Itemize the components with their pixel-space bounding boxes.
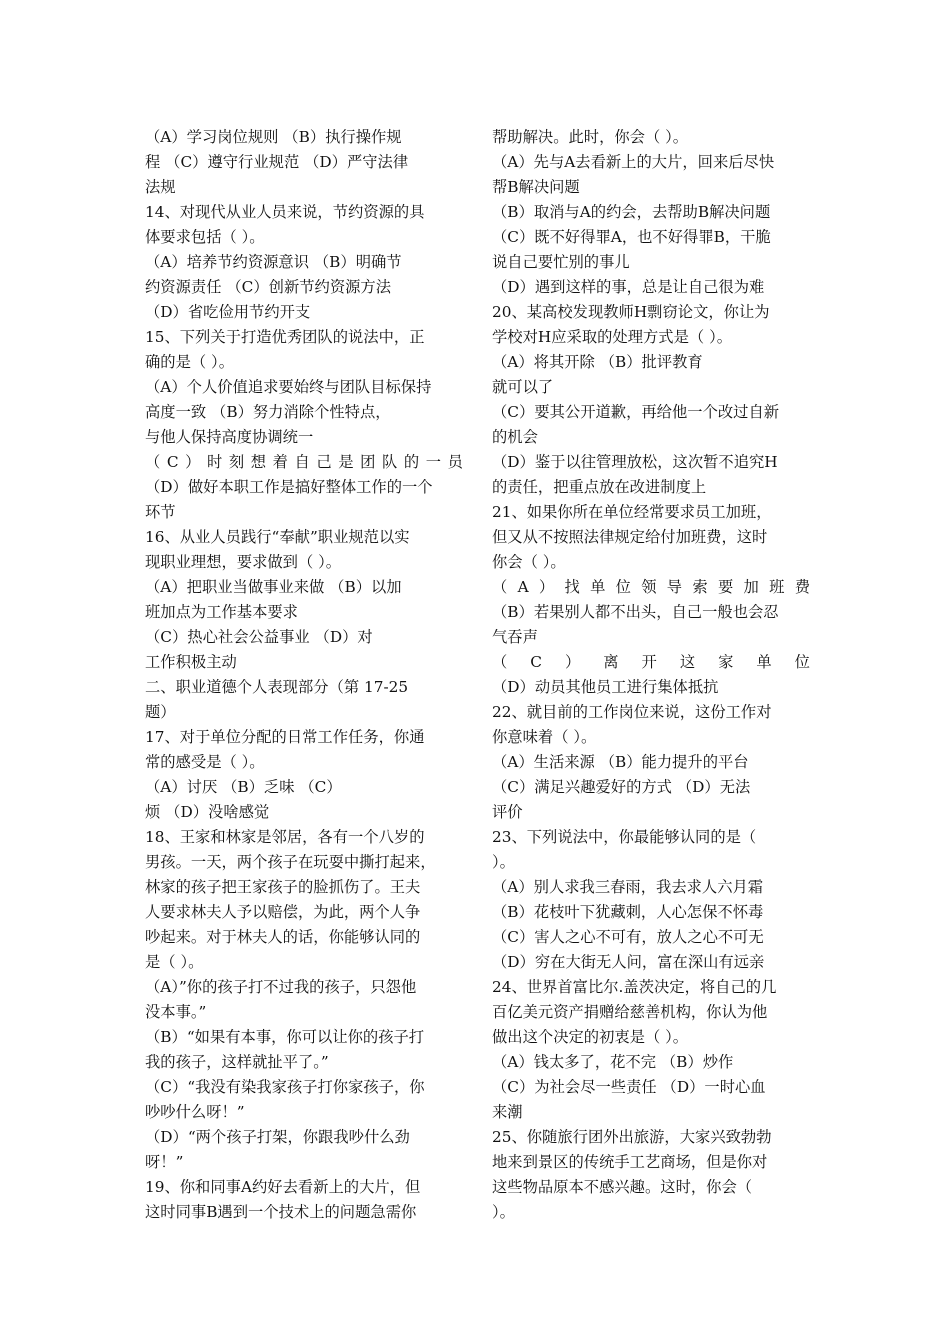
left-line-9: 15、下列关于打造优秀团队的说法中，正: [145, 328, 425, 346]
right-line-19-glyph: A: [517, 578, 529, 596]
left-line-11: （A）个人价值追求要始终与团队目标保持: [145, 378, 432, 396]
right-line-19-glyph: 位: [615, 578, 631, 596]
right-line-39: （C）为社会尽一些责任 （D）一时心血: [492, 1078, 766, 1096]
left-line-14-glyph: 己: [316, 453, 332, 471]
right-line-24: 22、就目前的工作岗位来说，这份工作对: [492, 703, 772, 721]
right-line-22-glyph: 家: [718, 653, 734, 671]
left-line-14-glyph: 队: [382, 453, 398, 471]
right-line-29: 23、下列说法中，你最能够认同的是（: [492, 828, 757, 846]
left-line-13: 与他人保持高度协调统一: [145, 428, 314, 446]
right-line-38: （A）钱太多了，花不完 （B）炒作: [492, 1053, 734, 1071]
left-line-14-glyph: 的: [403, 453, 420, 471]
right-line-32: （B）花枝叶下犹藏刺，人心怎保不怀毒: [492, 903, 764, 921]
left-line-36: 没本事。”: [145, 1003, 207, 1021]
right-line-19-glyph: 加: [743, 578, 759, 596]
right-line-19-glyph: 要: [717, 578, 734, 596]
right-line-37: 做出这个决定的初衷是（ ）。: [492, 1028, 689, 1046]
right-line-40: 来潮: [492, 1103, 523, 1121]
right-line-20: （B）若果别人都不出头，自己一般也会忍: [492, 603, 779, 621]
right-line-31: （A）别人求我三春雨，我去求人六月霜: [492, 878, 764, 896]
right-line-30: ）。: [492, 853, 515, 871]
right-line-22-glyph: 这: [679, 653, 696, 671]
left-line-14-glyph: 自: [294, 453, 310, 471]
left-line-5: 体要求包括（ ）。: [145, 228, 265, 246]
right-line-11: 就可以了: [492, 378, 554, 396]
right-line-17: 但又从不按照法律规定给付加班费，这时: [492, 528, 768, 546]
left-line-32: 人要求林夫人予以赔偿，为此，两个人争: [145, 903, 421, 921]
left-column: [145, 125, 463, 1225]
right-line-19-glyph: 找: [564, 578, 580, 596]
left-line-38: 我的孩子，这样就扯平了。”: [145, 1053, 329, 1071]
right-line-25: 你意味着（ ）。: [492, 728, 597, 746]
right-line-27: （C）满足兴趣爱好的方式 （D）无法: [492, 778, 751, 796]
right-line-3: 帮B解决问题: [492, 178, 580, 196]
right-line-19-glyph: （: [492, 578, 508, 596]
right-line-6: 说自己要忙别的事儿: [492, 253, 630, 271]
right-line-22-glyph: 单: [756, 653, 772, 671]
right-line-19-glyph: 导: [666, 578, 683, 596]
right-line-21: 气吞声: [492, 628, 538, 646]
right-line-22-glyph: （: [492, 653, 508, 671]
right-line-19-glyph: 单: [590, 578, 606, 596]
right-line-19-glyph: 索: [692, 578, 708, 596]
left-line-44: 这时同事B遇到一个技术上的问题急需你: [145, 1203, 417, 1221]
right-line-1: 帮助解决。此时，你会（ ）。: [492, 128, 689, 146]
right-line-22-glyph: ）: [564, 653, 581, 671]
right-line-2: （A）先与A去看新上的大片，回来后尽快: [492, 153, 775, 171]
right-line-5: （C）既不好得罪A，也不好得罪B，干脆: [492, 228, 771, 246]
right-line-34: （D）穷在大街无人问，富在深山有远亲: [492, 953, 765, 971]
right-line-36: 百亿美元资产捐赠给慈善机构，你认为他: [492, 1003, 768, 1021]
right-line-19-glyph: 领: [641, 578, 657, 596]
left-line-25: 17、对于单位分配的日常工作任务，你通: [145, 728, 425, 746]
left-line-19: （A）把职业当做事业来做 （B）以加: [145, 578, 402, 596]
left-line-14-glyph: 刻: [228, 453, 245, 471]
left-line-20: 班加点为工作基本要求: [145, 603, 298, 621]
right-line-7: （D）遇到这样的事，总是让自己很为难: [492, 278, 765, 296]
left-line-42: 呀！”: [145, 1153, 184, 1171]
left-line-14-glyph: 着: [272, 453, 288, 471]
left-line-27: （A）讨厌 （B）乏味 （C）: [145, 778, 342, 796]
left-line-30: 男孩。一天，两个孩子在玩耍中撕打起来，: [145, 853, 436, 871]
right-line-35: 24、世界首富比尔.盖茨决定，将自己的几: [492, 978, 777, 996]
right-line-8: 20、某高校发现教师H剽窃论文，你让为: [492, 303, 770, 321]
left-line-29: 18、王家和林家是邻居，各有一个八岁的: [145, 828, 425, 846]
right-line-22-glyph: 位: [794, 653, 810, 671]
right-line-26: （A）生活来源 （B）能力提升的平台: [492, 753, 749, 771]
left-line-14-glyph: 是: [338, 453, 354, 471]
right-line-19: [492, 575, 810, 600]
left-line-3: 法规: [145, 178, 176, 196]
right-line-14: （D）鉴于以往管理放松，这次暂不追究H: [492, 453, 778, 471]
left-line-21: （C）热心社会公益事业 （D）对: [145, 628, 373, 646]
left-line-15: （D）做好本职工作是搞好整体工作的一个: [145, 478, 433, 496]
left-line-43: 19、你和同事A约好去看新上的大片，但: [145, 1178, 421, 1196]
left-line-1: （A）学习岗位规则 （B）执行操作规: [145, 128, 402, 146]
left-line-40: 吵吵什么呀！”: [145, 1103, 245, 1121]
left-line-17: 16、从业人员践行“奉献”职业规范以实: [145, 528, 410, 546]
left-line-34: 是（ ）。: [145, 953, 204, 971]
right-line-22-glyph: 离: [603, 653, 619, 671]
right-line-22: [492, 650, 810, 675]
right-line-19-glyph: 班: [769, 578, 785, 596]
right-line-41: 25、你随旅行团外出旅游，大家兴致勃勃: [492, 1128, 772, 1146]
right-line-44: ）。: [492, 1203, 515, 1221]
right-line-42: 地来到景区的传统手工艺商场，但是你对: [492, 1153, 768, 1171]
left-line-14-glyph: 团: [360, 453, 376, 471]
right-line-13: 的机会: [492, 428, 538, 446]
left-line-26: 常的感受是（ ）。: [145, 753, 265, 771]
left-line-35: （A）”你的孩子打不过我的孩子，只怨他: [145, 978, 417, 996]
right-line-15: 的责任，把重点放在改进制度上: [492, 478, 707, 496]
right-line-4: （B）取消与A的约会，去帮助B解决问题: [492, 203, 771, 221]
right-line-43: 这些物品原本不感兴趣。这时，你会（: [492, 1178, 753, 1196]
left-line-28: 烦 （D）没啥感觉: [145, 803, 270, 821]
right-line-12: （C）要其公开道歉，再给他一个改过自新: [492, 403, 780, 421]
left-line-12: 高度一致 （B）努力消除个性特点，: [145, 403, 391, 421]
right-line-19-glyph: ）: [538, 578, 555, 596]
left-line-4: 14、对现代从业人员来说，节约资源的具: [145, 203, 425, 221]
left-line-14-glyph: 想: [250, 453, 267, 471]
left-line-31: 林家的孩子把王家孩子的脸抓伤了。王夫: [145, 878, 421, 896]
left-line-2: 程 （C）遵守行业规范 （D）严守法律: [145, 153, 409, 171]
left-line-39: （C）“我没有染我家孩子打你家孩子，你: [145, 1078, 425, 1096]
left-line-22: 工作积极主动: [145, 653, 237, 671]
left-line-6: （A）培养节约资源意识 （B）明确节: [145, 253, 402, 271]
right-column: [492, 125, 810, 1225]
left-line-7: 约资源责任 （C）创新节约资源方法: [145, 278, 392, 296]
left-line-24: 题）: [145, 703, 176, 721]
right-line-19-glyph: 费: [794, 578, 810, 596]
left-line-8: （D）省吃俭用节约开支: [145, 303, 311, 321]
right-line-9: 学校对H应采取的处理方式是（ ）。: [492, 328, 733, 346]
left-line-10: 确的是（ ）。: [145, 353, 234, 371]
left-line-14: [145, 450, 463, 475]
left-line-41: （D）“两个孩子打架，你跟我吵什么劲: [145, 1128, 410, 1146]
left-line-14-glyph: 一: [425, 453, 442, 471]
left-line-14-glyph: 时: [207, 453, 223, 471]
left-line-14-glyph: （: [145, 453, 161, 471]
right-line-22-glyph: C: [530, 653, 542, 671]
left-line-14-glyph: 员: [447, 453, 463, 471]
right-line-23: （D）动员其他员工进行集体抵抗: [492, 678, 719, 696]
right-line-18: 你会（ ）。: [492, 553, 566, 571]
left-line-23: 二、职业道德个人表现部分（第 17-25: [145, 678, 409, 696]
right-line-33: （C）害人之心不可有，放人之心不可无: [492, 928, 764, 946]
right-line-22-glyph: 开: [641, 653, 657, 671]
left-line-37: （B）“如果有本事，你可以让你的孩子打: [145, 1028, 425, 1046]
right-line-10: （A）将其开除 （B）批评教育: [492, 353, 703, 371]
left-line-14-glyph: ）: [185, 453, 201, 471]
left-line-14-glyph: C: [166, 453, 179, 471]
right-line-28: 评价: [492, 803, 523, 821]
right-line-16: 21、如果你所在单位经常要求员工加班，: [492, 503, 772, 521]
left-line-18: 现职业理想，要求做到（ ）。: [145, 553, 342, 571]
left-line-33: 吵起来。对于林夫人的话，你能够认同的: [145, 928, 421, 946]
left-line-16: 环节: [145, 503, 176, 521]
